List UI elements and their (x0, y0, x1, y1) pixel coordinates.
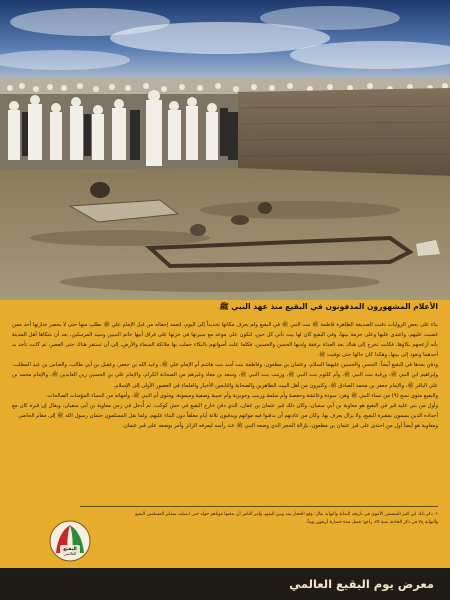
footnote-divider (80, 506, 438, 507)
baqi-logo (48, 519, 92, 563)
article-paragraph: ودفن بعدها في البقيع أيضاً: الحسن والحسين عليهما السلام، وعثمان بن مظعون، وفاطمة بنت أسد بنت هاشم أم الإمام علي ﷺ، وعبد الله بن جعفر، وعقيل بن أبي طالب، والعباس بن عبد المطلب، وإبراهيم ابن النبي ﷺ، ورقية بنت النبي ﷺ، وأم كلثوم بنت النبي ﷺ، وزينب بنت النبي ﷺ، وسعد بن معاذ وغيرهم من الصحابة الكرام، والإمام علي بن الحسين زين العابدين ﷺ، والإمام محمد بن علي الباقر ﷺ، والإمام جعفر بن محمد الصادق ﷺ، وكثيرون من أهل البيت الطاهرين والصحابة والتابعين الأخيار والعلماء في العصور الأولى إلى الإسلام. (12, 362, 438, 389)
logo-text-2: العالمي (63, 551, 77, 556)
article-title: الأعلام المشهورون المدفونون في البقيع منذ عهد النبي ﷺ (219, 302, 438, 311)
article-paragraph: ومعاوية هو أيضاً أول من احتذى على قبر عثمان بن مظعون، بإزالة الحجر الذي وضعه النبي ﷺ عند رأسه ليعرفه الزائر وأمر بوضعه على قبر عثمان. (122, 422, 438, 429)
exhibition-title: معرض يوم البقيع العالمي (289, 577, 434, 591)
footer-bar (0, 568, 450, 600)
article-paragraph: بناء على بعض الروايات دفنت الصديقة الطاهرة فاطمة ﷺ بنت النبي ﷺ في البقيع ولم يعرف مكانها تحديداً إلى اليوم، لتعمد إخفائه من قبل الإمام علي ﷺ بطلب منها حتى لا يحضر جنازتها أحد ممن غضبت عليهم، واعتدى عليها وعلى حرمة بيتها، وفي البقيع كان لها بيت تأتي كل حين، لتكون على موعد مع سيرتها في حزنها على فراق أبيها خاتم النبيين وسيد المرسلين، بعد أن شكاها أهل المدينة بأنه أزعجهم بكاؤها، فكانت تخرج إلى هناك بعد الغداة برفقة ولديها الحسن والحسين، فكلما علت أصواتهم بالبكاء حملت بها ملائكة السماء والأرض، إلى أن تستقر هناك حتى العصر، ثم كانت تأخذ يد أحدهما وتعود إلى بيتها، وهكذا كان حالها حتى توفيت ﷺ. (12, 322, 438, 359)
logo-text-1: البقيع (63, 547, 77, 552)
footnote: ١- ذكر ذلك ابن كثير المتشقي الأموي في تاريخه البداية والنهاية بقال: وقع الحجار بيته وبين البقيع، وأمر الناس أن يدفنوا موتاهم حوله حتى اتصلت بمقابر المسلمين البقيع والنهاية ج٧ في ذكر الحادثة سنة ٣٥، راجع: فصل مدة حصارة أربعون يوماً. (135, 512, 438, 525)
article-paragraph: وأول من بني عليه قبر في البقيع هو معاوية بن أبي سفيان، وكان ذلك قبر عثمان بن عفان، الذي دفن خارج البقيع في حش كوكب، ثم أُدخل في زمن معاوية بن أبي سفيان، ويقال إن قبره كان مع أجداده الذين يسمون بمقبرة البقيع، ولا يزال يعرف بها، وكان من عادتهم أن يدفنوا فيه مواتهم ويدفنون ثلاثة أيام مغلقاً دون البناء عليهم. ولما نقل المسلمون جثمان رسول الله ﷺ إلى مقام الحاضر. (12, 402, 438, 419)
article-paragraph: والبقيع مثوى نسع (٩) من نساء النبي ﷺ وهن: سودة وعائشة وحفصة وأم سلمة وزينب وجويرية وأم حبيبة وصفية وميمونة، ومثوى أم النبي ﷺ، وأمهاته من النساء المؤمنات الصالحات. (45, 392, 438, 399)
article-body (12, 320, 438, 502)
text-panel (0, 300, 450, 568)
